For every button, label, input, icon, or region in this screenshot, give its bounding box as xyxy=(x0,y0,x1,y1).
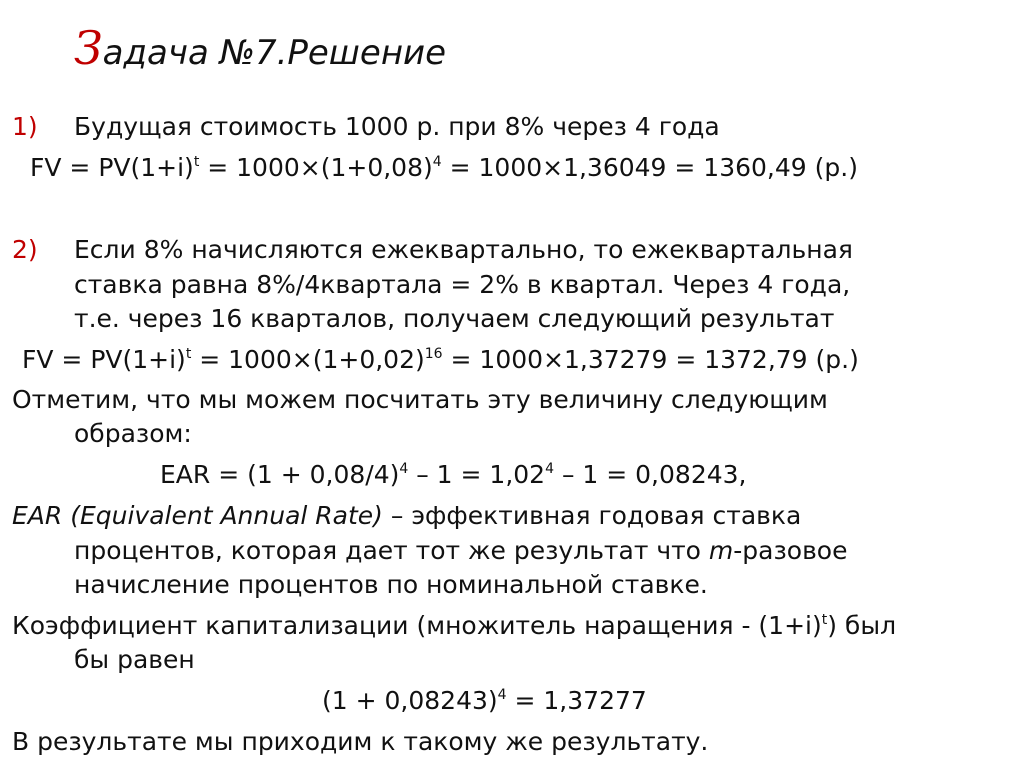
formula1-prefix: FV = PV(1+i) xyxy=(30,153,194,182)
formula2-suffix: = 1000×1,37279 = 1372,79 (р.) xyxy=(442,345,859,374)
formula4-part1: (1 + 0,08243) xyxy=(322,686,498,715)
definition-line3: начисление процентов по номинальной ставке. xyxy=(74,570,708,599)
note2-line1-post: ) был xyxy=(827,611,897,640)
definition-line1 xyxy=(12,499,801,533)
formula1-exp2: 4 xyxy=(432,154,442,170)
slide-title xyxy=(74,21,447,75)
formula2-mid: = 1000×(1+0,02) xyxy=(191,345,425,374)
formula2-exp1: t xyxy=(185,346,192,362)
conclusion: В результате мы приходим к такому же результату. xyxy=(12,727,709,756)
formula3-part1: EAR = (1 + 0,08/4) xyxy=(160,460,400,489)
item2-line: т.е. через 16 кварталов, получаем следующий результат xyxy=(74,304,835,333)
definition-line2-pre: процентов, которая дает тот же результат что xyxy=(74,536,709,565)
formula1-exp1: t xyxy=(193,154,200,170)
note2-exp: t xyxy=(821,612,828,628)
formula1 xyxy=(30,151,858,185)
formula3 xyxy=(160,458,746,492)
item2-line: Если 8% начисляются ежеквартально, то ежеквартальная xyxy=(74,235,853,264)
formula3-part2: – 1 = 1,02 xyxy=(408,460,546,489)
formula4-part2: = 1,37277 xyxy=(506,686,647,715)
formula3-exp1: 4 xyxy=(399,461,409,477)
formula1-mid: = 1000×(1+0,08) xyxy=(199,153,433,182)
definition-line2-post: -разовое xyxy=(733,536,848,565)
formula2-prefix: FV = PV(1+i) xyxy=(22,345,186,374)
title-initial: З xyxy=(74,21,103,75)
note2-line1 xyxy=(12,609,896,643)
note2-line2: бы равен xyxy=(74,645,195,674)
note1-line: образом: xyxy=(74,419,192,448)
formula2-exp2: 16 xyxy=(424,346,443,362)
formula1-suffix: = 1000×1,36049 = 1360,49 (р.) xyxy=(441,153,858,182)
item2-line: ставка равна 8%/4квартала = 2% в квартал. Через 4 года, xyxy=(74,270,851,299)
formula3-part3: – 1 = 0,08243, xyxy=(554,460,747,489)
item2-number: 2) xyxy=(12,235,38,264)
definition-line1-rest: – эффективная годовая ставка xyxy=(382,501,802,530)
definition-line2 xyxy=(74,534,847,568)
title-rest: адача №7.Решение xyxy=(102,33,447,73)
formula2 xyxy=(22,343,859,377)
formula4-exp: 4 xyxy=(497,687,507,703)
definition-term: EAR (Equivalent Annual Rate) xyxy=(12,501,383,530)
note2-line1-pre: Коэффициент капитализации (множитель наращения - (1+i) xyxy=(12,611,822,640)
note1-line: Отметим, что мы можем посчитать эту величину следующим xyxy=(12,385,828,414)
formula4 xyxy=(322,684,647,718)
item1-number: 1) xyxy=(12,112,38,141)
definition-m: m xyxy=(708,536,734,565)
formula3-exp2: 4 xyxy=(545,461,555,477)
item1-text: Будущая стоимость 1000 р. при 8% через 4 года xyxy=(74,112,720,141)
